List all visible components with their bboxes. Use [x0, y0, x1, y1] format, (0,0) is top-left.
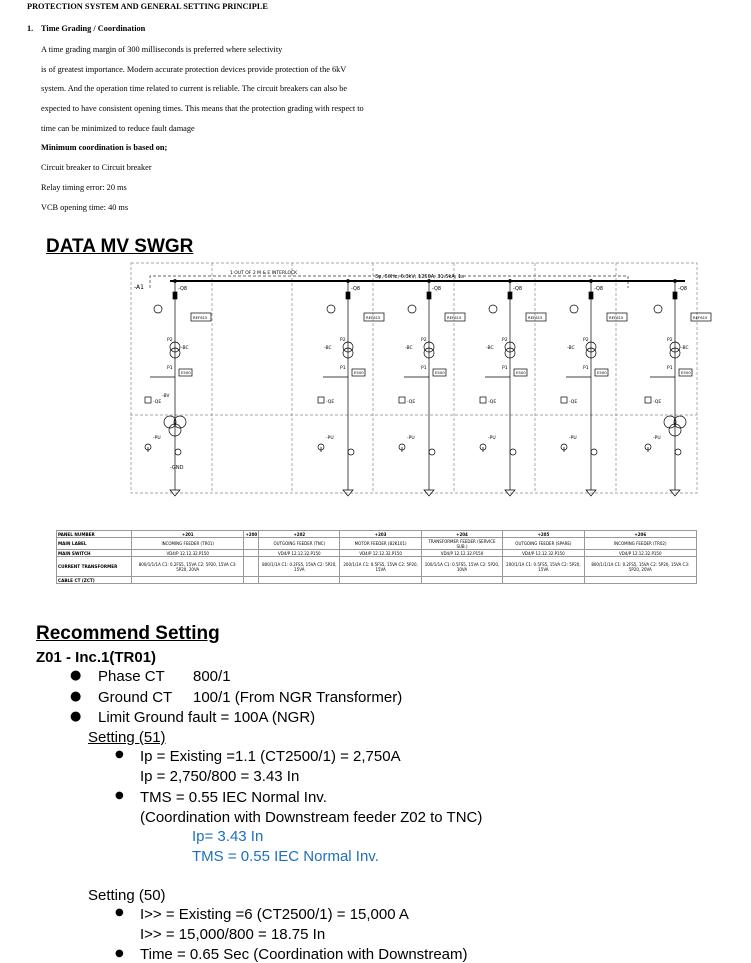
breaker-label: -Q8 — [351, 286, 361, 292]
qe-label: -QE — [326, 400, 335, 405]
table-cell: TRANSFORMER FEEDER (SERVICE SUB.) — [421, 538, 502, 550]
i-calc: I>> = 15,000/800 = 18.75 In — [140, 926, 326, 943]
bullet-value: 800/1 — [193, 668, 231, 685]
tms-note: (Coordination with Downstream feeder Z02 to TNC) — [140, 809, 483, 826]
setting50-title: Setting (50) — [88, 887, 166, 904]
bc-label: -BC — [324, 346, 332, 351]
lamp-icon — [429, 449, 435, 455]
pu-label: -PU — [569, 436, 577, 441]
breaker-icon — [427, 292, 431, 299]
lamp-icon — [348, 449, 354, 455]
breaker-label: -Q8 — [432, 286, 442, 292]
motor-operator-icon — [327, 305, 335, 313]
i-existing: I>> = Existing =6 (CT2500/1) = 15,000 A — [140, 906, 409, 923]
breaker-label: -Q8 — [178, 286, 188, 292]
page-header: PROTECTION SYSTEM AND GENERAL SETTING PRINCIPLE — [27, 2, 268, 11]
ct-label: P2 — [340, 338, 346, 343]
bc-label: -BC — [405, 346, 413, 351]
bullet-icon: ● — [115, 907, 124, 918]
table-row — [57, 577, 697, 584]
motor-operator-icon — [408, 305, 416, 313]
coord-item: VCB opening time: 40 ms — [41, 203, 129, 212]
table-cell: VD4/P 12.12.32.P150 — [584, 550, 696, 557]
table-cell — [244, 557, 259, 577]
table-cell: +201 — [132, 531, 244, 538]
row-label: CURRENT TRANSFORMER — [57, 557, 132, 577]
e500-label: E500 — [435, 370, 445, 375]
row-label: PANEL NUMBER — [57, 531, 132, 538]
qe-label: -QE — [407, 400, 416, 405]
qe-label: -QE — [153, 400, 162, 405]
result-ip: Ip= 3.43 In — [192, 828, 264, 845]
bc-label: -BC — [181, 346, 189, 351]
breaker-label: -Q8 — [513, 286, 523, 292]
relay-label: REF615 — [693, 315, 708, 320]
pu-label: -PU — [326, 436, 334, 441]
a1-label: -A1 — [134, 284, 144, 291]
bullet-icon: ● — [70, 668, 82, 683]
interlock-label: 1 OUT OF 2 M & E INTERLOCK — [230, 271, 298, 276]
breaker-icon — [346, 292, 350, 299]
ct-label: P1 — [583, 366, 589, 371]
tms-value: TMS = 0.55 IEC Normal Inv. — [140, 789, 327, 806]
pu-label: -PU — [488, 436, 496, 441]
motor-operator-icon — [489, 305, 497, 313]
section-number: 1. — [27, 24, 34, 33]
ct-label: P2 — [167, 338, 173, 343]
pu-label: -PU — [407, 436, 415, 441]
busbar-label: 3φ, 50Hz, 6.3kV, 1250A, 31.5kA, 1s — [375, 274, 464, 280]
table-cell — [259, 577, 340, 584]
table-cell: OUTGOING FEEDER (SPARE) — [503, 538, 584, 550]
time-setting: Time = 0.65 Sec (Coordination with Downstream) — [140, 946, 468, 963]
qe-icon — [399, 397, 405, 403]
breaker-icon — [173, 292, 177, 299]
table-cell: VD4/P 12.12.32.P150 — [421, 550, 502, 557]
e500-label: E500 — [516, 370, 526, 375]
paragraph-line: expected to have consistent opening times. This means that the protection grading with respect to — [41, 104, 364, 113]
row-label: MAIN SWITCH — [57, 550, 132, 557]
table-cell: INCOMING FEEDER (TR02) — [584, 538, 696, 550]
table-cell — [503, 577, 584, 584]
bullet-icon: ● — [70, 709, 82, 724]
table-cell: 800/1/1/1A C1: 0.2FS5, 15VA C2: 5P20, 15VA C3: 5P20, 20VA — [132, 557, 244, 577]
relay-label: REF615 — [447, 315, 462, 320]
ct-label: P1 — [421, 366, 427, 371]
coord-item: Relay timing error: 20 ms — [41, 183, 127, 192]
table-row — [57, 550, 697, 557]
pu-label: -PU — [653, 436, 661, 441]
row-label: CABLE CT (ZCT) — [57, 577, 132, 584]
lamp-icon — [591, 449, 597, 455]
e500-label: E500 — [181, 370, 191, 375]
ip-existing: Ip = Existing =1.1 (CT2500/1) = 2,750A — [140, 748, 401, 765]
e500-label: E500 — [597, 370, 607, 375]
bullet-label: Limit Ground fault = 100A (NGR) — [98, 709, 316, 726]
table-cell: +202 — [259, 531, 340, 538]
breaker-icon — [589, 292, 593, 299]
table-cell: 100/1/1A C1: 0.5FS5, 15VA C2: 5P20, 10VA — [421, 557, 502, 577]
ct-label: P1 — [667, 366, 673, 371]
table-cell: VD4/P 12.12.32.P150 — [259, 550, 340, 557]
qe-icon — [645, 397, 651, 403]
table-cell: 800/1/1A C1: 0.2FS5, 15VA C2: 5P20, 15VA — [259, 557, 340, 577]
ct-label: P1 — [167, 366, 173, 371]
motor-operator-icon — [570, 305, 578, 313]
qe-icon — [318, 397, 324, 403]
breaker-label: -Q8 — [678, 286, 688, 292]
data-title: DATA MV SWGR — [46, 236, 194, 257]
ct-label: P2 — [667, 338, 673, 343]
lamp-icon — [675, 449, 681, 455]
bc-label: -BC — [681, 346, 689, 351]
table-cell: VD4/P 12.12.32.P150 — [340, 550, 421, 557]
lamp-icon — [175, 449, 181, 455]
table-cell: INCOMING FEEDER (TR01) — [132, 538, 244, 550]
bullet-icon: ● — [70, 689, 82, 704]
table-row — [57, 557, 697, 577]
pu-label: -PU — [153, 436, 161, 441]
bullet-icon: ● — [115, 948, 124, 959]
table-cell: +205 — [503, 531, 584, 538]
motor-operator-icon — [154, 305, 162, 313]
table-cell: 200/1/1A C1: 0.5FS5, 15VA C2: 5P20, 15VA — [340, 557, 421, 577]
result-tms: TMS = 0.55 IEC Normal Inv. — [192, 848, 379, 865]
table-cell: OUTGOING FEEDER (TNC) — [259, 538, 340, 550]
table-cell: VD4/P 12.12.32.P150 — [132, 550, 244, 557]
table-cell — [584, 577, 696, 584]
paragraph-line: is of greatest importance. Modern accurate protection devices provide protection of the 6kV — [41, 65, 347, 74]
table-cell — [244, 577, 259, 584]
bc-label: -BC — [486, 346, 494, 351]
setting51-title: Setting (51) — [88, 729, 166, 746]
bullet-icon: ● — [115, 790, 124, 801]
ct-label: P2 — [421, 338, 427, 343]
paragraph-line: time can be minimized to reduce fault damage — [41, 124, 195, 133]
ct-label: P2 — [583, 338, 589, 343]
coord-item: Circuit breaker to Circuit breaker — [41, 163, 152, 172]
min-coordination-heading: Minimum coordination is based on; — [41, 143, 168, 152]
bullet-label: Ground CT — [98, 689, 173, 706]
paragraph-line: A time grading margin of 300 milliseconds is preferred where selectivity — [41, 45, 283, 54]
table-cell: 200/1/1A C1: 0.5FS5, 15VA C2: 5P20, 15VA — [503, 557, 584, 577]
section-title: Time Grading / Coordination — [41, 24, 146, 33]
row-label: MAIN LABEL — [57, 538, 132, 550]
qe-icon — [145, 397, 151, 403]
e500-label: E500 — [681, 370, 691, 375]
bullet-label: Phase CT — [98, 668, 165, 685]
qe-label: -QE — [569, 400, 578, 405]
qe-label: -QE — [488, 400, 497, 405]
table-cell: +200 — [245, 531, 258, 537]
bullet-value: 100/1 (From NGR Transformer) — [193, 689, 403, 706]
bv-label: -BV — [162, 394, 170, 399]
qe-label: -QE — [653, 400, 662, 405]
bullet-icon: ● — [115, 749, 124, 760]
ip-calc: Ip = 2,750/800 = 3.43 In — [140, 768, 300, 785]
lamp-icon — [510, 449, 516, 455]
ct-label: P1 — [340, 366, 346, 371]
recommend-title: Recommend Setting — [36, 623, 220, 644]
table-cell — [340, 577, 421, 584]
table-cell — [132, 577, 244, 584]
table-cell: 800/1/1/1A C1: 0.2FS5, 15VA C2: 5P20, 15VA C3: 5P20, 20VA — [584, 557, 696, 577]
gnd-label: -GND — [170, 465, 184, 471]
table-cell: VD4/P 12.12.32.P150 — [503, 550, 584, 557]
bc-label: -BC — [567, 346, 575, 351]
breaker-label: -Q8 — [594, 286, 604, 292]
qe-icon — [480, 397, 486, 403]
relay-label: REF615 — [366, 315, 381, 320]
paragraph-line: system. And the operation time related to current is reliable. The circuit breakers can also be — [41, 84, 348, 93]
table-cell — [244, 550, 259, 557]
breaker-icon — [673, 292, 677, 299]
table-cell: MOTOR FEEDER (B2K101) — [340, 538, 421, 550]
swgr-data-table — [56, 530, 697, 584]
qe-icon — [561, 397, 567, 403]
table-cell — [244, 538, 259, 550]
motor-operator-icon — [654, 305, 662, 313]
relay-label: REF615 — [528, 315, 543, 320]
table-cell: +203 — [340, 531, 421, 538]
table-cell: +206 — [584, 531, 696, 538]
table-row — [57, 531, 697, 538]
breaker-icon — [508, 292, 512, 299]
ct-label: P1 — [502, 366, 508, 371]
table-cell: +204 — [421, 531, 502, 538]
relay-label: REF615 — [193, 315, 208, 320]
ct-label: P2 — [502, 338, 508, 343]
e500-label: E500 — [354, 370, 364, 375]
table-cell — [421, 577, 502, 584]
relay-label: REF615 — [609, 315, 624, 320]
table-row — [57, 538, 697, 550]
z01-heading: Z01 - Inc.1(TR01) — [36, 649, 157, 666]
single-line-diagram — [130, 262, 708, 497]
